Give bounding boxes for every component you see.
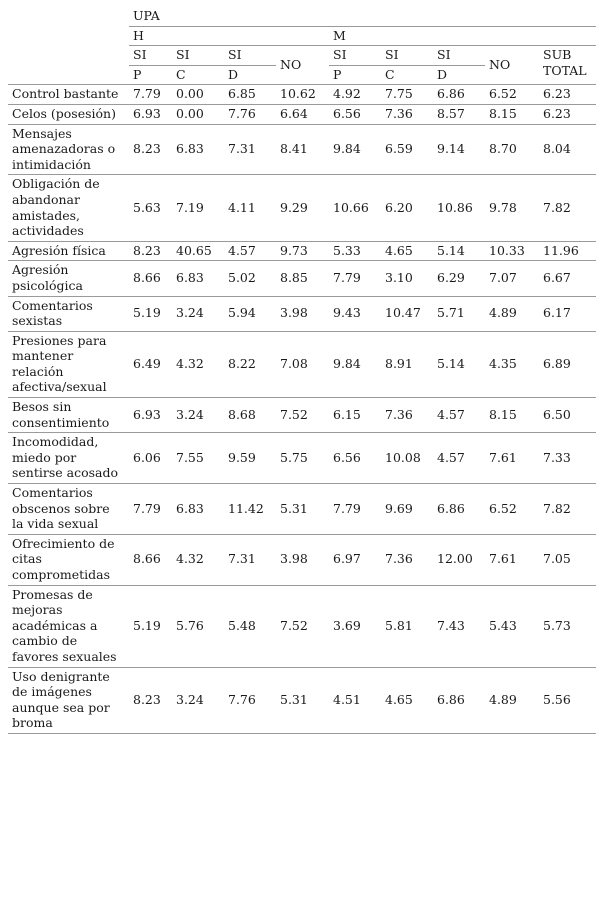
table-row: [8, 484, 596, 535]
table-cell: 7.61: [485, 534, 539, 585]
table-cell: 6.06: [129, 433, 172, 484]
table-row: [8, 104, 596, 124]
table-cell: 4.92: [329, 85, 381, 105]
table-cell: 6.93: [129, 398, 172, 433]
table-cell: 6.20: [381, 175, 433, 241]
table-cell: 10.47: [381, 296, 433, 331]
table-cell: 7.19: [172, 175, 224, 241]
table-cell: 5.63: [129, 175, 172, 241]
table-cell: 4.89: [485, 296, 539, 331]
table-cell: 7.76: [224, 667, 276, 733]
table-cell: 5.48: [224, 585, 276, 667]
table-cell: 6.83: [172, 484, 224, 535]
table-cell: 5.02: [224, 261, 276, 296]
table-cell: 5.56: [539, 667, 596, 733]
table-cell: 5.33: [329, 241, 381, 261]
table-cell: 5.19: [129, 296, 172, 331]
header-p: P: [329, 65, 381, 85]
table-cell: 6.15: [329, 398, 381, 433]
table-cell: 8.15: [485, 398, 539, 433]
table-cell: 6.50: [539, 398, 596, 433]
table-cell: 7.36: [381, 104, 433, 124]
header-c: C: [172, 65, 224, 85]
table-row: [8, 261, 596, 296]
table-cell: 10.33: [485, 241, 539, 261]
table-cell: 5.71: [433, 296, 485, 331]
table-cell: 5.94: [224, 296, 276, 331]
header-blank: [8, 46, 129, 85]
table-cell: 4.65: [381, 667, 433, 733]
table-cell: 6.56: [329, 104, 381, 124]
header-row-upa: [8, 7, 596, 26]
row-label: Ofrecimiento de citas comprometidas: [8, 534, 129, 585]
header-no: NO: [276, 46, 329, 85]
header-si: SI: [172, 46, 224, 66]
table-cell: 6.97: [329, 534, 381, 585]
table-cell: 6.59: [381, 124, 433, 175]
header-d: D: [224, 65, 276, 85]
table-row: [8, 124, 596, 175]
table-cell: 4.65: [381, 241, 433, 261]
table-cell: 6.83: [172, 261, 224, 296]
table-cell: 8.91: [381, 331, 433, 397]
table-cell: 7.82: [539, 484, 596, 535]
table-cell: 7.75: [381, 85, 433, 105]
table-cell: 6.49: [129, 331, 172, 397]
table-cell: 6.64: [276, 104, 329, 124]
table-cell: 7.79: [129, 85, 172, 105]
header-p: P: [129, 65, 172, 85]
row-label: Incomodidad, miedo por sentirse acosado: [8, 433, 129, 484]
data-table: [8, 7, 596, 734]
header-m: M: [329, 26, 596, 46]
table-cell: 8.23: [129, 241, 172, 261]
table-cell: 4.57: [224, 241, 276, 261]
table-cell: 4.11: [224, 175, 276, 241]
table-cell: 10.62: [276, 85, 329, 105]
table-row: [8, 585, 596, 667]
table-cell: 8.23: [129, 667, 172, 733]
header-h: H: [129, 26, 329, 46]
table-cell: 10.08: [381, 433, 433, 484]
header-c: C: [381, 65, 433, 85]
table-cell: 9.59: [224, 433, 276, 484]
table-cell: 8.57: [433, 104, 485, 124]
table-cell: 0.00: [172, 104, 224, 124]
table-cell: 7.79: [129, 484, 172, 535]
header-no: NO: [485, 46, 539, 85]
table-cell: 9.78: [485, 175, 539, 241]
table-cell: 6.86: [433, 667, 485, 733]
table-cell: 10.86: [433, 175, 485, 241]
table-cell: 9.69: [381, 484, 433, 535]
table-cell: 12.00: [433, 534, 485, 585]
table-cell: 3.69: [329, 585, 381, 667]
table-cell: 8.66: [129, 261, 172, 296]
table-cell: 8.04: [539, 124, 596, 175]
table-cell: 5.76: [172, 585, 224, 667]
table-cell: 10.66: [329, 175, 381, 241]
table-cell: 9.84: [329, 124, 381, 175]
table-cell: 11.42: [224, 484, 276, 535]
table-cell: 8.41: [276, 124, 329, 175]
table-row: [8, 398, 596, 433]
table-row: [8, 667, 596, 733]
header-d: D: [433, 65, 485, 85]
row-label: Uso denigrante de imágenes aunque sea por broma: [8, 667, 129, 733]
header-blank: [8, 7, 129, 26]
table-cell: 4.57: [433, 398, 485, 433]
header-si: SI: [381, 46, 433, 66]
table-cell: 6.83: [172, 124, 224, 175]
row-label: Agresión física: [8, 241, 129, 261]
row-label: Besos sin consentimiento: [8, 398, 129, 433]
table-cell: 7.43: [433, 585, 485, 667]
table-cell: 5.14: [433, 331, 485, 397]
row-label: Comentarios sexistas: [8, 296, 129, 331]
row-label: Mensajes amenazadoras o intimidación: [8, 124, 129, 175]
table-cell: 0.00: [172, 85, 224, 105]
table-cell: 6.52: [485, 85, 539, 105]
table-cell: 5.31: [276, 484, 329, 535]
table-cell: 7.08: [276, 331, 329, 397]
table-cell: 4.35: [485, 331, 539, 397]
table-cell: 4.89: [485, 667, 539, 733]
table-row: [8, 241, 596, 261]
table-cell: 3.24: [172, 667, 224, 733]
table-cell: 8.85: [276, 261, 329, 296]
table-cell: 7.61: [485, 433, 539, 484]
table-cell: 7.76: [224, 104, 276, 124]
table-cell: 6.29: [433, 261, 485, 296]
table-cell: 6.23: [539, 85, 596, 105]
table-cell: 7.33: [539, 433, 596, 484]
table-cell: 8.23: [129, 124, 172, 175]
table-cell: 6.23: [539, 104, 596, 124]
header-si: SI: [329, 46, 381, 66]
table-cell: 11.96: [539, 241, 596, 261]
table-row: [8, 175, 596, 241]
row-label: Celos (posesión): [8, 104, 129, 124]
table-cell: 7.52: [276, 585, 329, 667]
table-cell: 6.93: [129, 104, 172, 124]
table-row: [8, 534, 596, 585]
table-cell: 6.67: [539, 261, 596, 296]
table-cell: 5.75: [276, 433, 329, 484]
table-cell: 3.98: [276, 534, 329, 585]
table-cell: 8.22: [224, 331, 276, 397]
table-cell: 6.56: [329, 433, 381, 484]
row-label: Comentarios obscenos sobre la vida sexual: [8, 484, 129, 535]
table-cell: 5.73: [539, 585, 596, 667]
row-label: Presiones para mantener relación afectiva/sexual: [8, 331, 129, 397]
table-cell: 7.79: [329, 261, 381, 296]
table-cell: 7.55: [172, 433, 224, 484]
table-row: [8, 296, 596, 331]
table-cell: 7.36: [381, 398, 433, 433]
table-cell: 5.43: [485, 585, 539, 667]
table-row: [8, 331, 596, 397]
table-cell: 4.32: [172, 534, 224, 585]
table-cell: 6.86: [433, 484, 485, 535]
table-cell: 7.07: [485, 261, 539, 296]
table-cell: 6.86: [433, 85, 485, 105]
table-cell: 5.19: [129, 585, 172, 667]
row-label: Promesas de mejoras académicas a cambio de favores sexuales: [8, 585, 129, 667]
table-cell: 5.31: [276, 667, 329, 733]
header-row-si: [8, 46, 596, 66]
table-cell: 6.17: [539, 296, 596, 331]
table-row: [8, 433, 596, 484]
table-cell: 7.31: [224, 534, 276, 585]
table-cell: 5.81: [381, 585, 433, 667]
header-blank: [8, 26, 129, 46]
table-cell: 4.51: [329, 667, 381, 733]
table-cell: 4.32: [172, 331, 224, 397]
table-cell: 7.79: [329, 484, 381, 535]
header-subtotal: SUB TOTAL: [539, 46, 596, 85]
header-si: SI: [129, 46, 172, 66]
row-label: Control bastante: [8, 85, 129, 105]
table-cell: 9.73: [276, 241, 329, 261]
table-cell: 40.65: [172, 241, 224, 261]
table-cell: 8.70: [485, 124, 539, 175]
table-cell: 9.43: [329, 296, 381, 331]
table-cell: 7.05: [539, 534, 596, 585]
table-cell: 8.68: [224, 398, 276, 433]
table-cell: 6.89: [539, 331, 596, 397]
table-cell: 7.52: [276, 398, 329, 433]
header-row-gender: [8, 26, 596, 46]
table-cell: 7.36: [381, 534, 433, 585]
row-label: Obligación de abandonar amistades, actividades: [8, 175, 129, 241]
table-cell: 3.24: [172, 296, 224, 331]
row-label: Agresión psicológica: [8, 261, 129, 296]
header-si: SI: [433, 46, 485, 66]
table-cell: 4.57: [433, 433, 485, 484]
table-row: [8, 85, 596, 105]
table-cell: 6.85: [224, 85, 276, 105]
table-cell: 7.82: [539, 175, 596, 241]
table-cell: 6.52: [485, 484, 539, 535]
table-cell: 8.15: [485, 104, 539, 124]
table-cell: 8.66: [129, 534, 172, 585]
table-cell: 3.10: [381, 261, 433, 296]
table-cell: 9.29: [276, 175, 329, 241]
table-cell: 9.14: [433, 124, 485, 175]
table-cell: 3.98: [276, 296, 329, 331]
table-cell: 7.31: [224, 124, 276, 175]
table-cell: 3.24: [172, 398, 224, 433]
header-si: SI: [224, 46, 276, 66]
header-upa: UPA: [129, 7, 596, 26]
table-cell: 9.84: [329, 331, 381, 397]
table-cell: 5.14: [433, 241, 485, 261]
